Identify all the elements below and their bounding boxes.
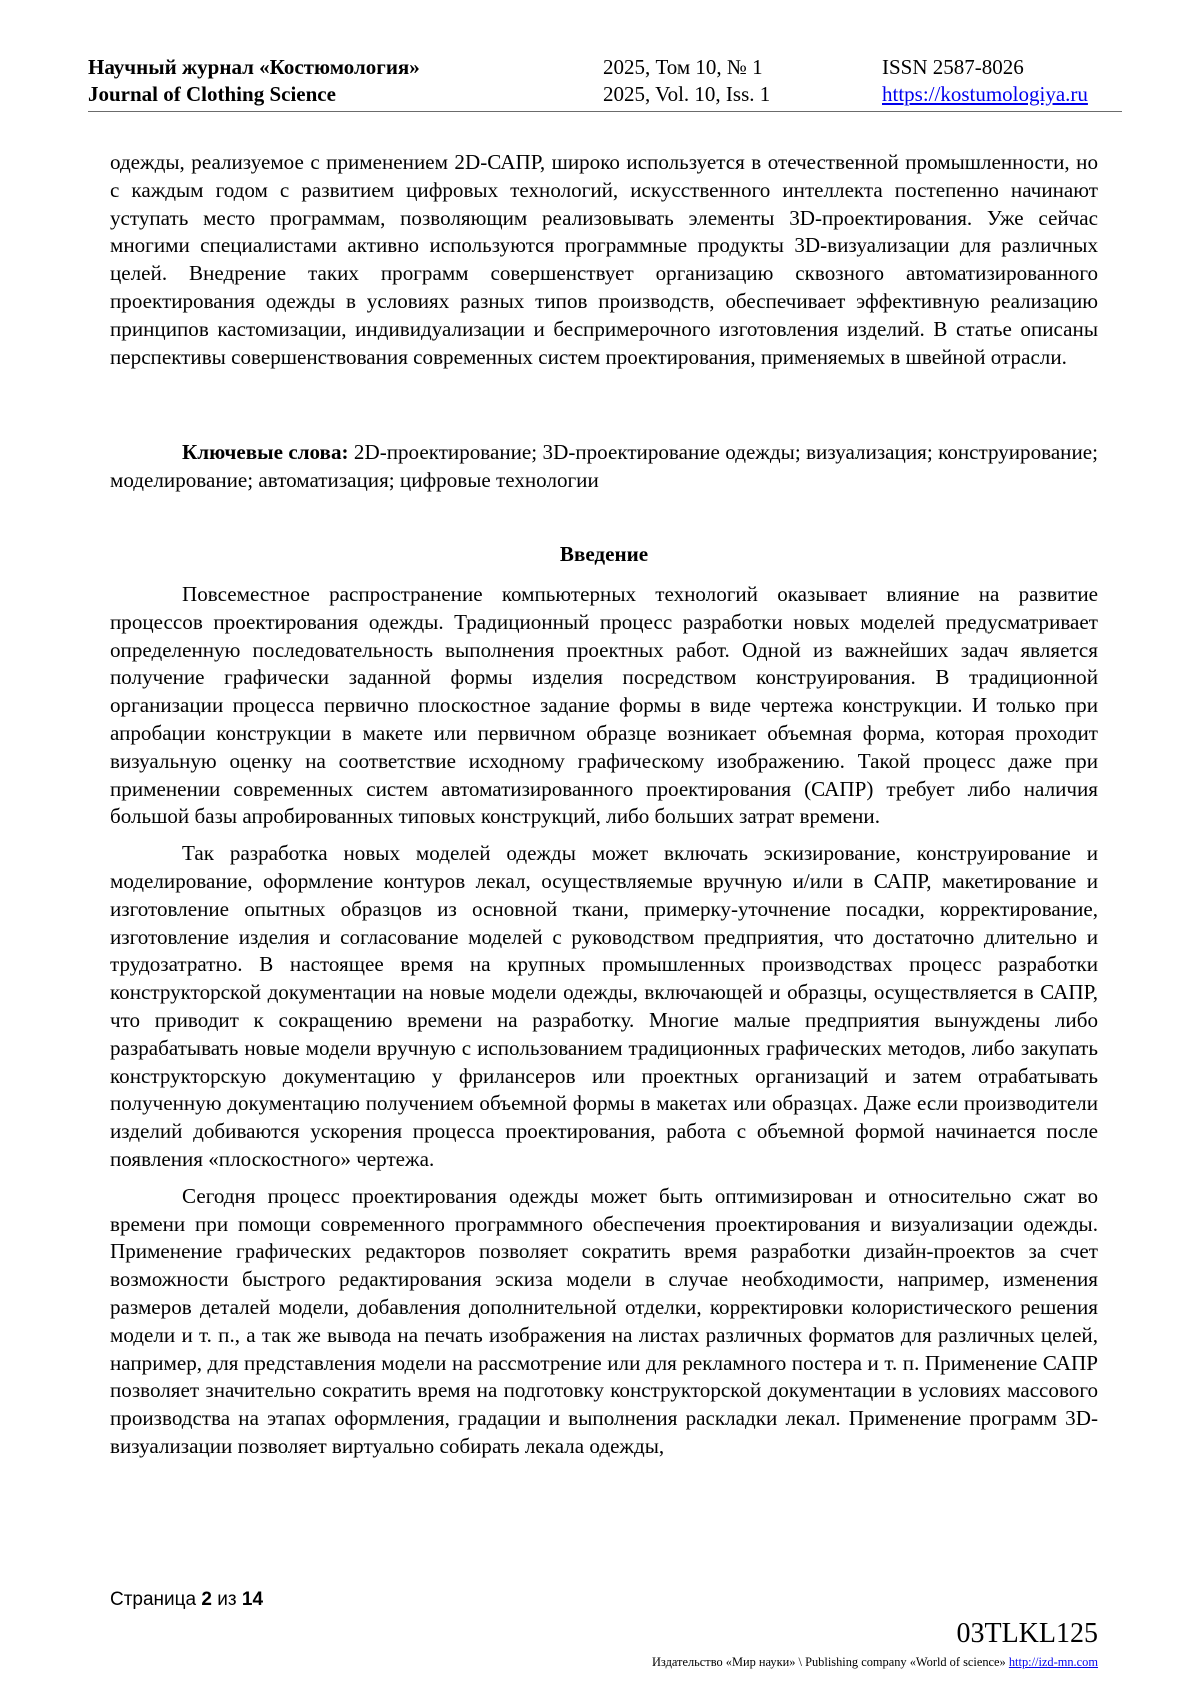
keywords-label: Ключевые слова:: [182, 440, 349, 464]
page-current: 2: [201, 1589, 212, 1610]
issn: ISSN 2587-8026: [882, 55, 1024, 79]
publisher-name: Издательство «Мир науки» \ Publishing company «World of science»: [651, 1655, 1006, 1669]
keywords-text: 2D-проектирование; 3D-проектирование одежды; визуализация; конструирование; моделирование; автоматизация; цифровые технологии: [110, 440, 1098, 492]
paragraph: Так разработка новых моделей одежды может включать эскизирование, конструирование и моделирование, оформление контуров лекал, осуществляемые вручную и/или в САПР, макетирование и изготовление опытных образцов из основной ткани, примерку-уточнение посадки, корректирование, изготовление изделия и согласование моделей с руководством предприятия, что достаточно длительно и трудозатратно. В настоящее время на крупных промышленных производствах процесс разработки конструкторской документации на новые модели одежды, включающей и образцы, осуществляется в САПР, что приводит к сокращению времени на разработку. Многие малые предприятия вынуждены либо разрабатывать новые модели вручную с использованием традиционных графических методов, либо закупать конструкторскую документацию у фрилансеров или проектных организаций и затем отрабатывать полученную документацию получением объемной формы в макетах или образцах. Даже если производители изделий добиваются ускорения процесса проектирования, работа с объемной формой начинается после появления «плоскостного» чертежа.: [110, 841, 1098, 1171]
journal-title-ru: Научный журнал «Костюмология»: [88, 55, 420, 79]
keywords: [110, 439, 1098, 495]
issue-info-ru: 2025, Том 10, № 1: [603, 55, 763, 79]
abstract-continuation: [110, 149, 1098, 371]
publisher-url-link[interactable]: http://izd-mn.com: [1008, 1655, 1098, 1669]
paragraph: Повсеместное распространение компьютерных технологий оказывает влияние на развитие процессов проектирования одежды. Традиционный процесс разработки новых моделей предусматривает определенную последовательность выполнения проектных работ. Одной из важнейших задач является получение графически заданной формы изделия посредством конструирования. В традиционной организации процесса первично плоскостное задание формы в виде чертежа конструкции. И только при апробации конструкции в макете или первичном образце возникает объемная форма, которая проходит визуальную оценку на соответствие исходному графическому изображению. Такой процесс даже при применении современных систем автоматизированного проектирования (САПР) требует либо наличия большой базы апробированных типовых конструкций, либо больших затрат времени.: [110, 582, 1098, 829]
issn-block: [882, 54, 1088, 108]
document-code: 03TLKL125: [956, 1618, 1098, 1649]
page-number: [110, 1589, 263, 1611]
header-divider: [88, 111, 1122, 112]
page-of: из: [217, 1589, 237, 1610]
journal-title-block: [88, 54, 420, 108]
journal-url-link[interactable]: https://kostumologiya.ru: [882, 82, 1088, 106]
publisher-line: [652, 1655, 1098, 1670]
page-word: Страница: [110, 1589, 197, 1610]
introduction-body: [110, 581, 1098, 1470]
issue-info-block: [603, 54, 770, 108]
abstract-text: одежды, реализуемое с применением 2D-САПР, широко используется в отечественной промышленности, но с каждым годом с развитием цифровых технологий, искусственного интеллекта постепенно начинают уступать место программам, позволяющим реализовывать элементы 3D-проектирования. Уже сейчас многими специалистами активно используются программные продукты 3D-визуализации для различных целей. Внедрение таких программ совершенствует организацию сквозного автоматизированного проектирования одежды в условиях разных типов производств, обеспечивает эффективную реализацию принципов кастомизации, индивидуализации и беспримерочного изготовления изделий. В статье описаны перспективы совершенствования современных систем проектирования, применяемых в швейной отрасли.: [110, 150, 1098, 369]
page-total: 14: [241, 1589, 264, 1610]
section-heading-introduction: Введение: [559, 542, 649, 566]
journal-title-en: Journal of Clothing Science: [88, 82, 336, 106]
issue-info-en: 2025, Vol. 10, Iss. 1: [603, 82, 771, 106]
paragraph: Сегодня процесс проектирования одежды может быть оптимизирован и относительно сжат во времени при помощи современного программного обеспечения проектирования и визуализации одежды. Применение графических редакторов позволяет сократить время разработки дизайн-проектов за счет возможности быстрого редактирования эскиза модели в случае необходимости, например, изменения размеров деталей модели, добавления дополнительной отделки, корректировки колористического решения модели и т. п., а так же вывода на печать изображения на листах различных форматов для различных целей, например, для представления модели на рассмотрение или для рекламного постера и т. п. Применение САПР позволяет значительно сократить время на подготовку конструкторской документации в условиях массового производства на этапах оформления, градации и выполнения раскладки лекал. Применение программ 3D-визуализации позволяет виртуально собирать лекала одежды,: [110, 1183, 1098, 1458]
